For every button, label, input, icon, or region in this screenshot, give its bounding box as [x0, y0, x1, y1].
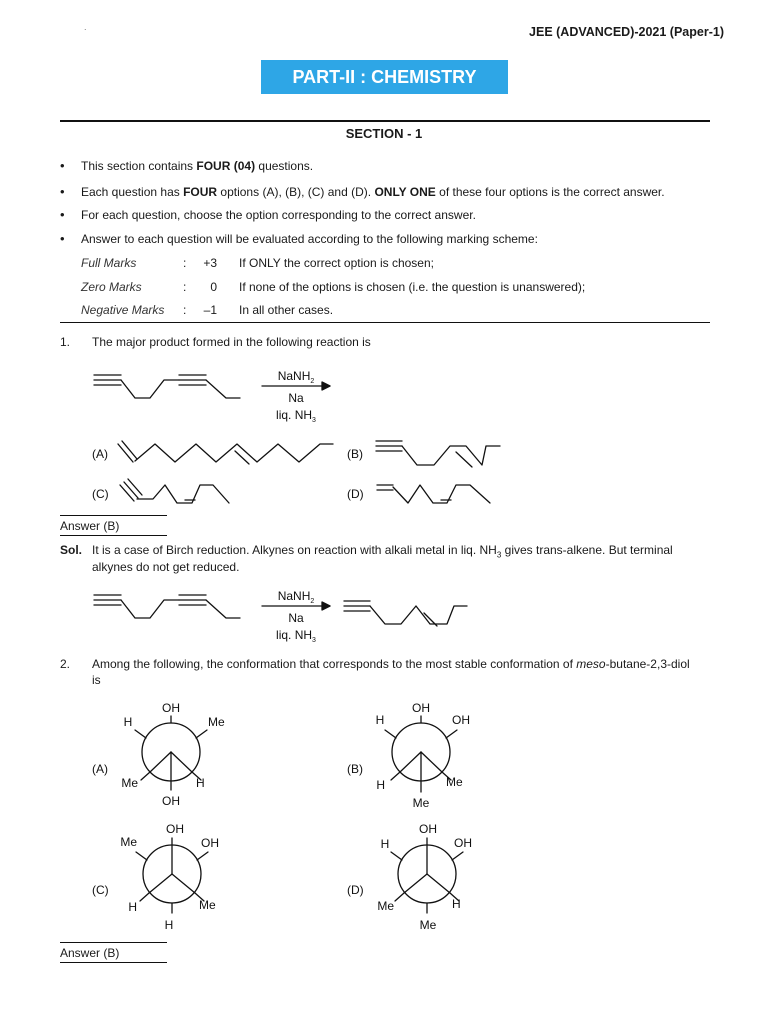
newman-a-top: OH — [162, 701, 180, 715]
newman-b-top: OH — [412, 701, 430, 715]
q1-number: 1. — [60, 335, 71, 349]
marking-zero-label: Zero Marks — [81, 280, 142, 294]
newman-d-top: OH — [419, 822, 437, 836]
newman-b-upper-right: OH — [452, 713, 470, 727]
q2-text-line-2: is — [92, 673, 101, 687]
newman-c-lower-left: H — [128, 900, 137, 914]
newman-c-upper-left: Me — [120, 835, 137, 849]
sol-text-line-2: alkynes do not get reduced. — [92, 560, 240, 574]
q1-option-a-structure — [118, 441, 333, 464]
marking-colon: : — [183, 256, 187, 270]
sol-text-line-1: It is a case of Birch reduction. Alkynes on reaction with alkali metal in liq. $NH_3$ gives trans-alkene. But terminal — [92, 543, 673, 560]
marking-negative-score: –1 — [203, 303, 217, 317]
sol-reagent-1: NaNH$_2$ — [277, 589, 315, 605]
newman-projection-c — [136, 838, 208, 913]
marking-negative-label: Negative Marks — [81, 303, 165, 317]
q1-text: The major product formed in the following reaction is — [92, 335, 371, 349]
newman-d-bottom: Me — [419, 918, 437, 932]
newman-c-lower-right: Me — [199, 898, 216, 912]
answer-1-bottom-rule — [60, 535, 167, 536]
newman-a-lower-right: H — [196, 776, 205, 790]
sol-label: Sol. — [60, 543, 83, 557]
newman-b-lower-right: Me — [446, 775, 463, 789]
q2-option-c-label: (C) — [92, 883, 109, 897]
sol-reactant-structure — [94, 595, 240, 618]
newman-a-upper-left: H — [123, 715, 133, 729]
q1-option-b-label: (B) — [347, 447, 363, 461]
q1-reagent-2: Na — [288, 391, 304, 405]
q1-option-d-label: (D) — [347, 487, 364, 501]
newman-a-upper-right: Me — [208, 715, 225, 729]
newman-d-upper-right: OH — [454, 836, 472, 850]
marking-colon: : — [183, 280, 187, 294]
q1-option-a-label: (A) — [92, 447, 108, 461]
newman-d-lower-right: H — [452, 897, 461, 911]
bullet: • — [60, 231, 65, 246]
marking-colon: : — [183, 303, 187, 317]
marking-full-score: +3 — [203, 256, 217, 270]
q1-option-c-label: (C) — [92, 487, 109, 501]
newman-c-top: OH — [166, 822, 184, 836]
newman-a-bottom: OH — [162, 794, 180, 808]
q2-option-b-label: (B) — [347, 762, 363, 776]
newman-b-lower-left: H — [376, 778, 385, 792]
sol-reagent-2: Na — [288, 611, 304, 625]
q2-text-line-1: Among the following, the conformation that corresponds to the most stable conformation of meso-butane-2,3-diol — [92, 657, 690, 671]
sol-product-structure — [344, 601, 467, 626]
q1-option-d-structure — [377, 485, 490, 503]
newman-d-lower-left: Me — [377, 899, 394, 913]
q2-answer: Answer (B) — [60, 946, 120, 960]
answer-2-top-rule — [60, 942, 167, 943]
marking-full-desc: If ONLY the correct option is chosen; — [239, 256, 434, 270]
newman-a-lower-left: Me — [121, 776, 138, 790]
marking-negative-desc: In all other cases. — [239, 303, 334, 317]
marking-zero-score: 0 — [210, 280, 217, 294]
q2-option-a-label: (A) — [92, 762, 108, 776]
newman-c-upper-right: OH — [201, 836, 219, 850]
sol-reagent-3: liq. $NH_3$ — [276, 628, 316, 644]
section-title: SECTION - 1 — [345, 126, 423, 141]
answer-1-top-rule — [60, 515, 167, 516]
q2-number: 2. — [60, 657, 71, 671]
newman-b-upper-left: H — [375, 713, 385, 727]
marking-full-label: Full Marks — [81, 256, 137, 270]
q1-reagent-1: NaNH$_2$ — [277, 369, 315, 385]
newman-c-bottom: H — [164, 918, 174, 932]
q1-reactant-structure — [94, 375, 240, 398]
q1-reagent-3: liq. $NH_3$ — [276, 408, 316, 424]
q2-option-d-label: (D) — [347, 883, 364, 897]
answer-2-bottom-rule — [60, 962, 167, 963]
q1-option-b-structure — [376, 441, 500, 467]
newman-d-upper-left: H — [380, 837, 390, 851]
newman-b-bottom: Me — [412, 796, 430, 810]
bullet: • — [60, 158, 65, 173]
bullet: • — [60, 207, 65, 222]
q1-answer: Answer (B) — [60, 519, 120, 533]
bullet: • — [60, 184, 65, 199]
part-banner: PART-II : CHEMISTRY — [261, 60, 508, 94]
q1-option-c-structure — [120, 479, 229, 503]
header-mark: . — [84, 22, 87, 32]
exam-header: JEE (ADVANCED)-2021 (Paper-1) — [529, 25, 724, 39]
marking-zero-desc: If none of the options is chosen (i.e. the question is unanswered); — [239, 280, 586, 294]
